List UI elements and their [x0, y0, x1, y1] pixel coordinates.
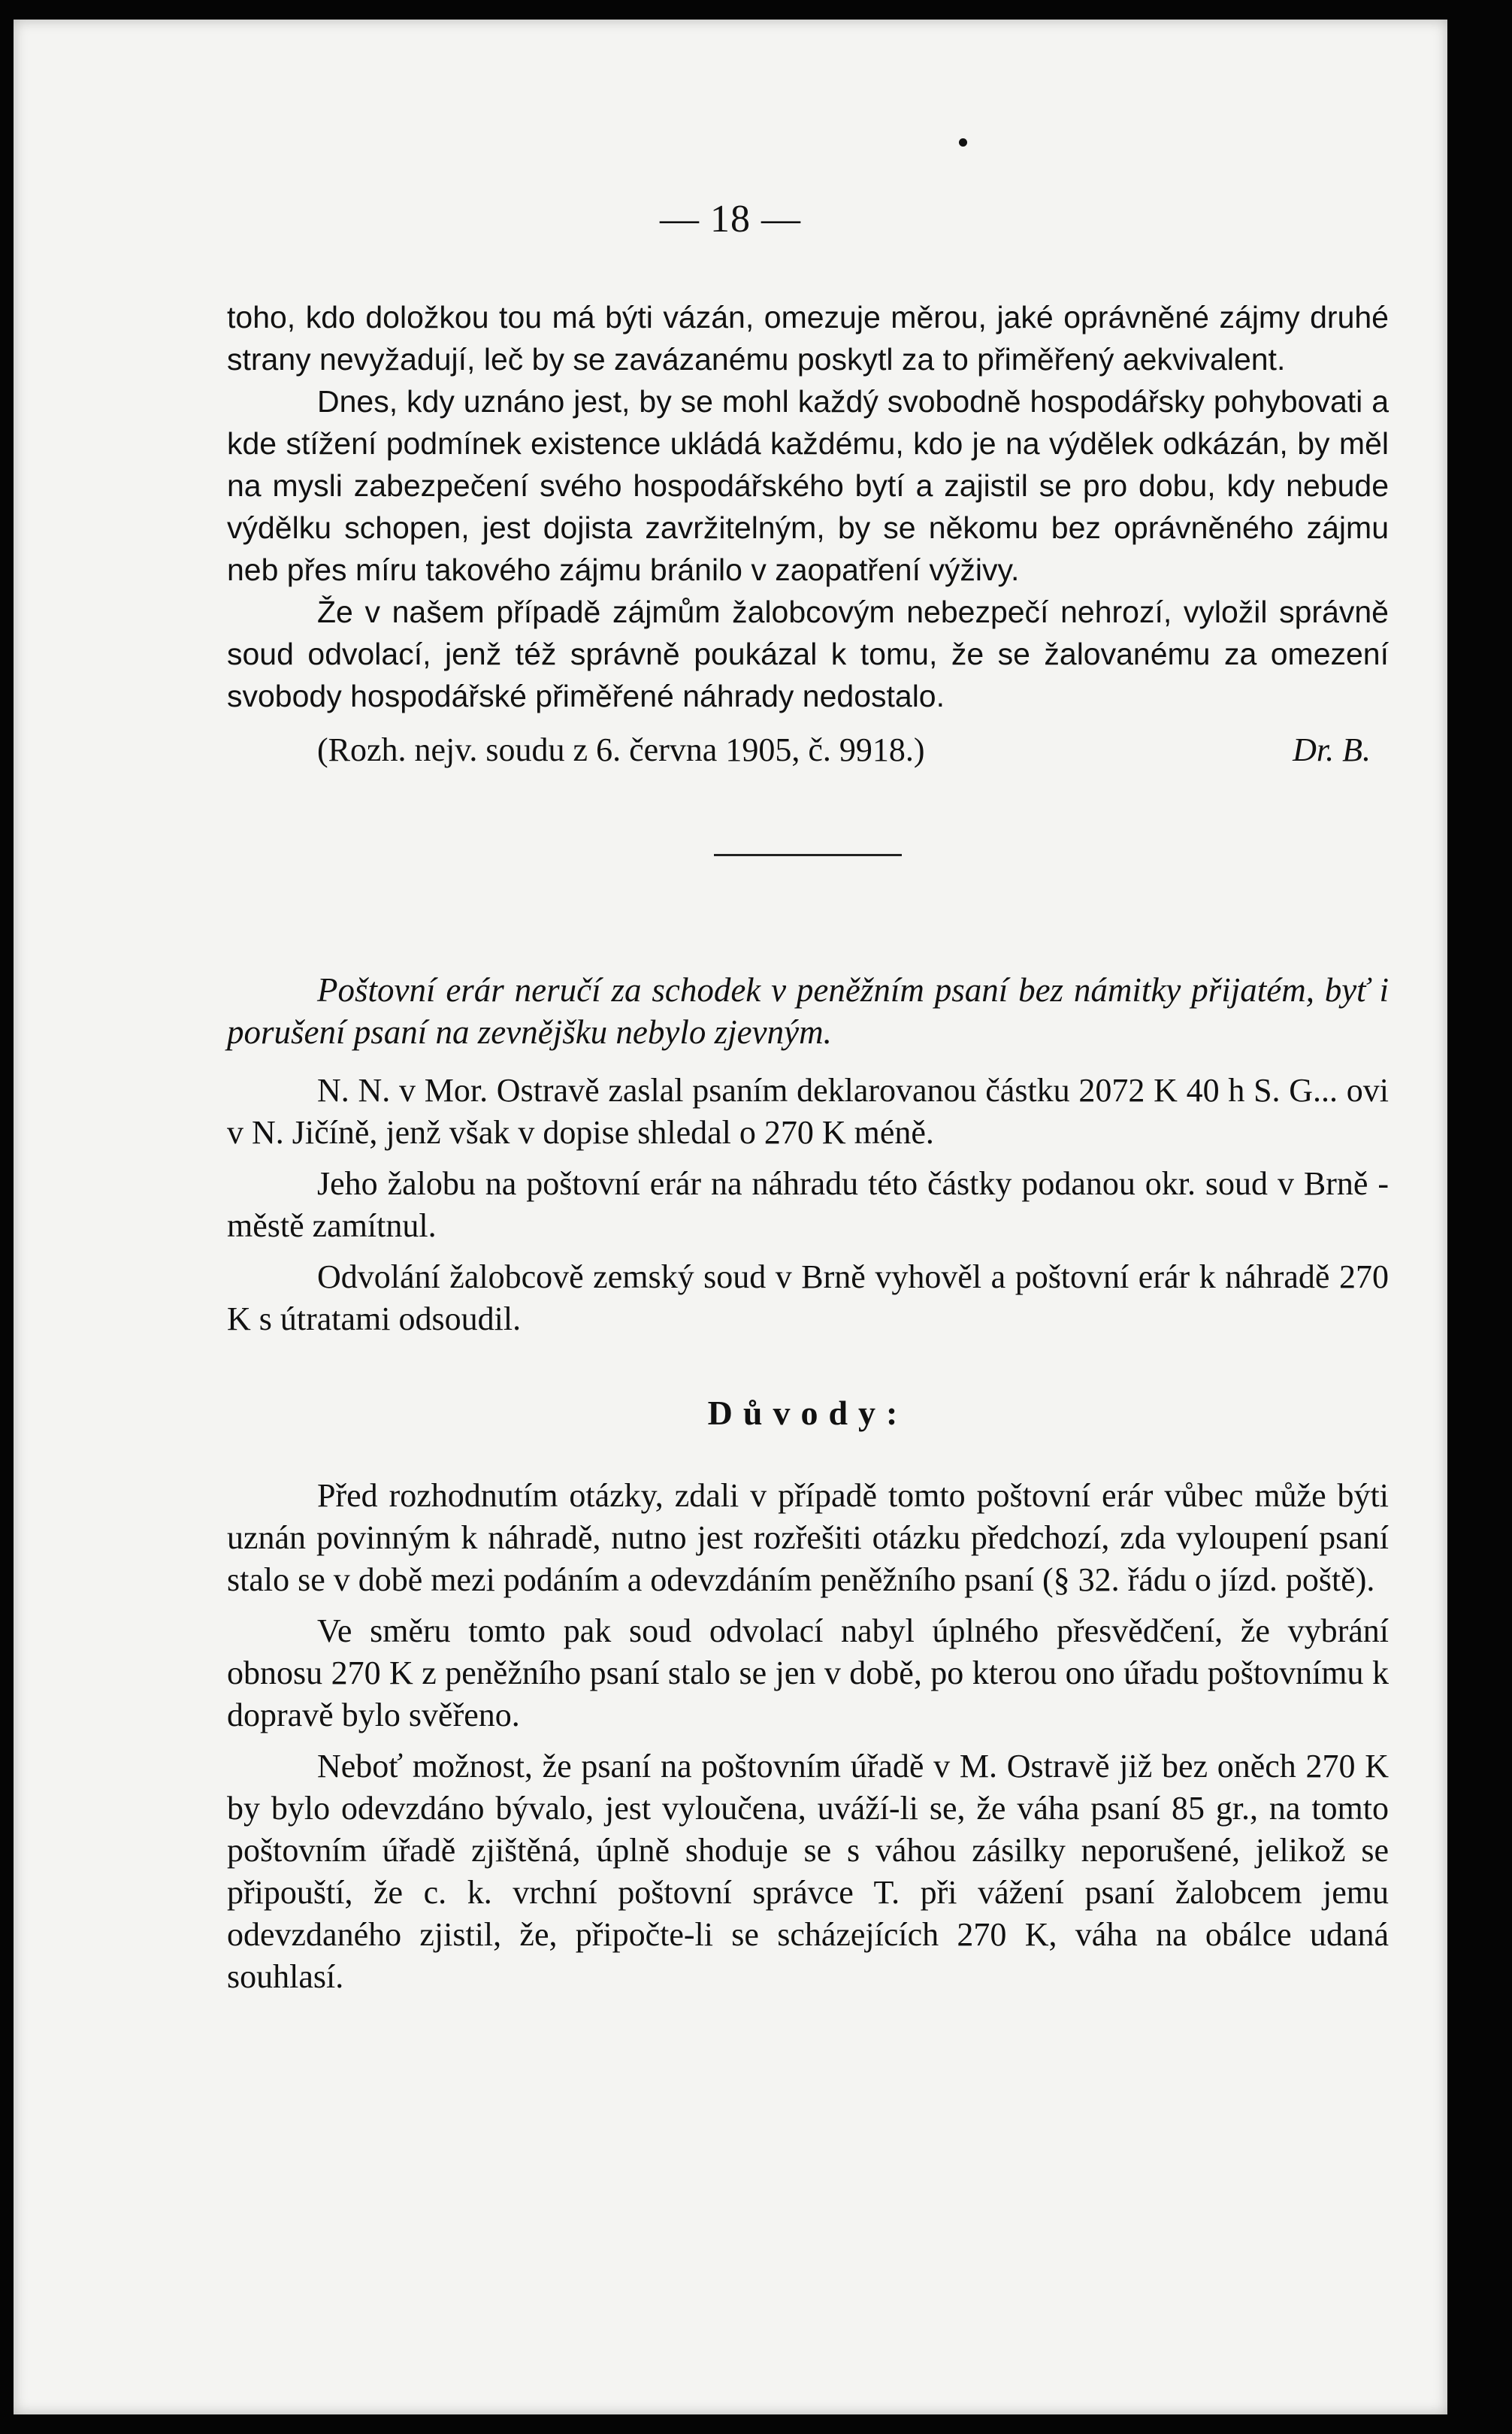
page-body [227, 296, 1389, 2326]
facts-paragraph: N. N. v Mor. Ostravě zaslal psaním deklarovanou částku 2072 K 40 h S. G... ovi v N. Jičíně, jenž však v dopise shledal o 270 K méně. [227, 1072, 1389, 1151]
facts-paragraph: Jeho žalobu na poštovní erár na náhradu této částky podanou okr. soud v Brně - městě zamítnul. [227, 1165, 1389, 1244]
court-citation: (Rozh. nejv. soudu z 6. června 1905, č. 9918.) [317, 731, 925, 768]
ink-speck [959, 138, 967, 147]
case-headnote: Poštovní erár neručí za schodek v peněžním psaní bez námitky přijatém, byť i porušení psaní na zevnějšku nebylo zjevným. [227, 971, 1389, 1051]
section-title: Důvody: [707, 1394, 909, 1432]
paragraph-ze: Že v našem případě zájmům žalobcovým nebezpečí nehrozí, vyložil správně soud odvolací, jenž též správně poukázal k tomu, že se žalovanému za omezení svobody hospodářské přiměřené náhrady nedostalo. [227, 595, 1389, 713]
continuation-paragraph: toho, kdo doložkou tou má býti vázán, omezuje měrou, jaké oprávněné zájmy druhé strany nevyžadují, leč by se zavázanému poskytl za to přiměřený aekvivalent. [227, 300, 1389, 377]
reasons-paragraph: Ve směru tomto pak soud odvolací nabyl úplného přesvědčení, že vybrání obnosu 270 K z peněžního psaní stalo se jen v době, po kterou ono úřadu poštovnímu k dopravě bylo svěřeno. [227, 1612, 1389, 1733]
scanned-page [14, 20, 1447, 2414]
section-divider [714, 854, 902, 856]
page-number: — 18 — [660, 198, 801, 241]
reasons-paragraph: Před rozhodnutím otázky, zdali v případě tomto poštovní erár vůbec může býti uznán povinným k náhradě, nutno jest rozřešiti otázku předchozí, zda vyloupení psaní stalo se v době mezi podáním a odevzdáním peněžního psaní (§ 32. řádu o jízd. poště). [227, 1477, 1389, 1598]
reasons-paragraph: Neboť možnost, že psaní na poštovním úřadě v M. Ostravě již bez oněch 270 K by bylo odevzdáno bývalo, jest vyloučena, uváží-li se, že váha psaní 85 gr., na tomto poštovním úřadě zjištěná, úplně shoduje se s váhou zásilky neporušené, jelikož se připouští, že c. k. vrchní poštovní správce T. při vážení psaní žalobcem jemu odevzdaného zjistil, že, připočte-li se scházejících 270 K, váha na obálce udaná souhlasí. [227, 1748, 1389, 1995]
citation-line [227, 729, 1389, 771]
paragraph-dnes: Dnes, kdy uznáno jest, by se mohl každý svobodně hospodářsky pohybovati a kde stížení podmínek existence ukládá každému, kdo je na výdělek odkázán, by měl na mysli zabezpečení svého hospodářského bytí a zajistil se pro dobu, kdy nebude výdělku schopen, jest dojista zavržitelným, by se někomu bez oprávněného zájmu neb přes míru takového zájmu bránilo v zaopatření výživy. [227, 384, 1389, 587]
facts-paragraph: Odvolání žalobcově zemský soud v Brně vyhověl a poštovní erár k náhradě 270 K s útratami odsoudil. [227, 1258, 1389, 1337]
author-signature: Dr. B. [1293, 731, 1371, 768]
